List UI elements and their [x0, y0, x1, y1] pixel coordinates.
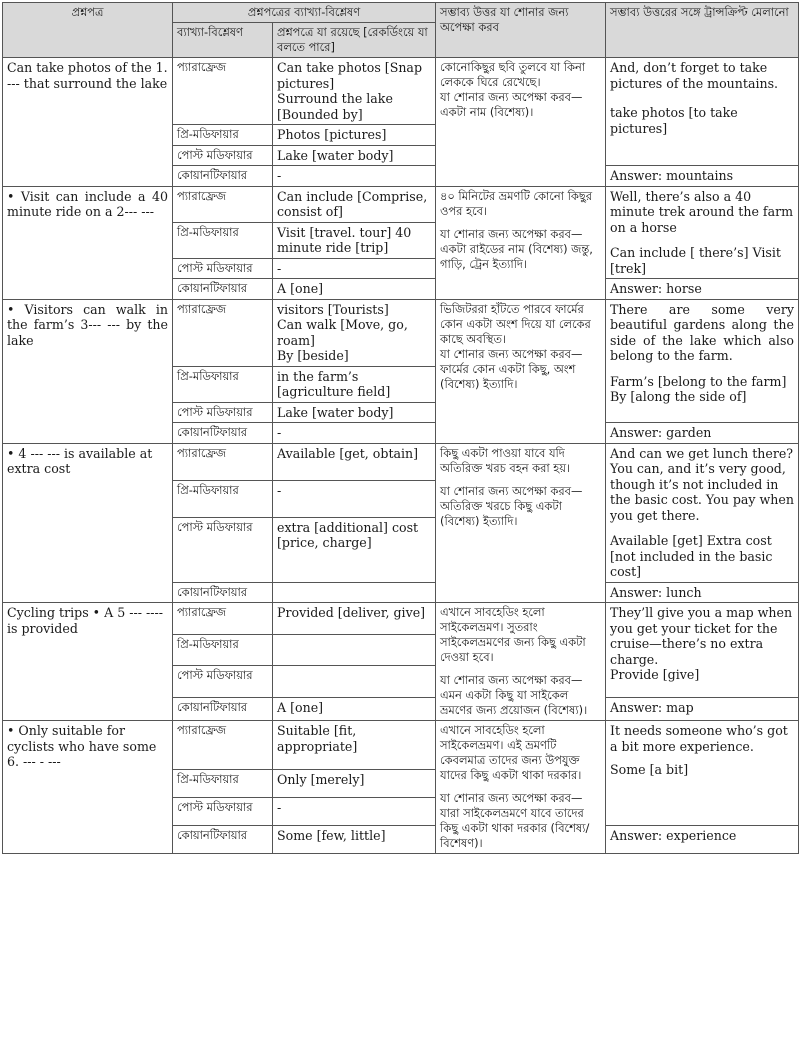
label-paraphrase: প্যারাফ্রেজ [173, 186, 273, 222]
answer-cell: Answer: experience [606, 826, 799, 854]
paraphrase-cell [273, 443, 436, 480]
expected-line: এখানে সাবহেডিং হলো সাইকেলভ্রমণ। সুতরাং সাইকেলভ্রমণের জন্য কিছু একটা দেওয়া হবে। [440, 605, 586, 664]
label-quantifier: কোয়ানটিফায়ার [173, 826, 273, 854]
paraphrase-line: Can take photos [Snap pictures] [277, 60, 423, 91]
expected-line: যা শোনার জন্য অপেক্ষা করব—অতিরিক্ত খরচে কিছু একটা (বিশেষ্য) ইত্যাদি। [440, 483, 583, 528]
expected-cell [436, 603, 606, 721]
question-cell [3, 299, 173, 443]
quantifier-cell [273, 582, 436, 603]
postmodifier-cell: - [273, 258, 436, 279]
label-paraphrase: প্যারাফ্রেজ [173, 58, 273, 125]
question-text: • 4 --- --- is available at extra cost [7, 445, 153, 476]
label-paraphrase: প্যারাফ্রেজ [173, 299, 273, 366]
expected-line: যা শোনার জন্য অপেক্ষা করব—একটা রাইডের নাম (বিশেষ্য) জন্তু, গাড়ি, ট্রেন ইত্যাদি। [440, 226, 593, 271]
paraphrase-cell [273, 721, 436, 770]
paraphrase-line: Suitable [fit, appropriate] [277, 723, 358, 754]
question-cell [3, 58, 173, 187]
premodifier-cell: Photos [pictures] [273, 125, 436, 146]
question-cell [3, 603, 173, 721]
paraphrase-line: Can walk [Move, go, roam] [277, 317, 408, 348]
expected-line: যা শোনার জন্য অপেক্ষা করব—একটা নাম (বিশেষ্য)। [440, 90, 583, 119]
expected-line: কিছু একটা পাওয়া যাবে যদি অতিরিক্ত খরচ বহন করা হয়। [440, 445, 571, 475]
transcript-line: take photos [to take pictures] [610, 105, 738, 136]
label-postmodifier: পোস্ট মডিফায়ার [173, 517, 273, 582]
transcript-line: It needs someone who’s got a bit more experience. [610, 723, 788, 754]
table-row [3, 58, 799, 125]
answer-cell: Answer: horse [606, 279, 799, 300]
expected-cell [436, 58, 606, 187]
answer-cell: Answer: garden [606, 423, 799, 444]
label-paraphrase: প্যারাফ্রেজ [173, 721, 273, 770]
postmodifier-cell: extra [additional] cost [price, charge] [273, 517, 436, 582]
expected-cell [436, 299, 606, 443]
label-premodifier: প্রি-মডিফায়ার [173, 635, 273, 666]
transcript-line: Farm’s [belong to the farm] By [along the side of] [610, 373, 787, 404]
expected-cell [436, 443, 606, 603]
expected-line: ৪০ মিনিটের ভ্রমণটি কোনো কিছুর ওপর হবে। [440, 188, 593, 218]
label-paraphrase: প্যারাফ্রেজ [173, 603, 273, 635]
label-postmodifier: পোস্ট মডিফায়ার [173, 145, 273, 166]
label-quantifier: কোয়ানটিফায়ার [173, 279, 273, 300]
paraphrase-cell [273, 58, 436, 125]
table-row [3, 186, 799, 222]
quantifier-cell: A [one] [273, 279, 436, 300]
header-in-question: প্রশ্নপত্রে যা রয়েছে [রেকর্ডিংয়ে যা বলতে পারে] [273, 23, 436, 58]
transcript-cell [606, 58, 799, 166]
question-text: • Visitors can walk in the farm’s 3--- --- by the lake [7, 301, 168, 348]
answer-cell: Answer: map [606, 697, 799, 721]
expected-line: কোনোকিছুর ছবি তুলবে যা কিনা লেককে ঘিরে রেখেছে। [440, 60, 586, 89]
premodifier-cell: Visit [travel. tour] 40 minute ride [trip] [273, 222, 436, 258]
transcript-line: Some [a bit] [610, 762, 689, 777]
expected-line: যা শোনার জন্য অপেক্ষা করব—যারা সাইকেলভ্রমণে যাবে তাদের কিছু একটা থাকা দরকার (বিশেষ্য/বিশেষণ)। [440, 791, 590, 850]
expected-cell [436, 721, 606, 854]
transcript-line: And, don’t forget to take pictures of the mountains. [610, 60, 779, 91]
transcript-line: Can include [ there’s] Visit [trek] [610, 245, 781, 276]
paraphrase-cell [273, 299, 436, 366]
premodifier-cell: - [273, 480, 436, 517]
paraphrase-line: By [beside] [277, 348, 349, 363]
table-row [3, 721, 799, 770]
quantifier-cell: A [one] [273, 697, 436, 721]
transcript-line: There are some very beautiful gardens along the side of the lake which also belong to the farm. [610, 301, 795, 363]
label-quantifier: কোয়ানটিফায়ার [173, 166, 273, 187]
transcript-line: Well, there’s also a 40 minute trek around the farm on a horse [610, 188, 794, 235]
transcript-cell [606, 721, 799, 826]
answer-cell: Answer: lunch [606, 582, 799, 603]
label-premodifier: প্রি-মডিফায়ার [173, 366, 273, 402]
question-cell [3, 186, 173, 299]
question-cell [3, 721, 173, 854]
paraphrase-line: visitors [Tourists] [277, 301, 389, 317]
transcript-cell [606, 603, 799, 698]
header-analysis: প্রশ্নপত্রের ব্যাখ্যা-বিশ্লেষণ [173, 3, 436, 23]
table-row [3, 603, 799, 635]
premodifier-cell: Only [merely] [273, 770, 436, 798]
transcript-line: Available [get] Extra cost [not included in the basic cost] [610, 533, 773, 579]
expected-line: এখানে সাবহেডিং হলো সাইকেলভ্রমণ। এই ভ্রমণটি কেবলমাত্র তাদের জন্য উপযুক্ত যাদের কিছু একটা থাকা দরকার। [440, 723, 582, 782]
transcript-line: And can we get lunch there? You can, and it’s very good, though it’s not included in the basic cost. You pay when you get there. [610, 445, 794, 523]
expected-cell [436, 186, 606, 299]
header-transcript-match: সম্ভাব্য উত্তরের সঙ্গে ট্রান্সক্রিপ্ট মেলানো [606, 3, 799, 58]
header-analysis-type: ব্যাখ্যা-বিশ্লেষণ [173, 23, 273, 58]
transcript-cell [606, 443, 799, 582]
label-postmodifier: পোস্ট মডিফায়ার [173, 402, 273, 423]
paraphrase-line: Surround the lake [Bounded by] [277, 91, 393, 122]
header-expected-answer: সম্ভাব্য উত্তর যা শোনার জন্য অপেক্ষা করব [436, 3, 606, 58]
premodifier-cell: in the farm’s [agriculture field] [273, 366, 436, 402]
question-text: Can take photos of the 1. --- that surround the lake [7, 60, 168, 91]
header-question-paper: প্রশ্নপত্র [3, 3, 173, 58]
transcript-line: Provide [give] [610, 667, 700, 682]
postmodifier-cell: - [273, 798, 436, 826]
label-premodifier: প্রি-মডিফায়ার [173, 480, 273, 517]
label-quantifier: কোয়ানটিফায়ার [173, 582, 273, 603]
expected-line: যা শোনার জন্য অপেক্ষা করব—এমন একটা কিছু যা সাইকেল ভ্রমণের জন্য প্রয়োজন (বিশেষ্য)। [440, 673, 588, 717]
paraphrase-cell [273, 186, 436, 222]
label-premodifier: প্রি-মডিফায়ার [173, 770, 273, 798]
label-quantifier: কোয়ানটিফায়ার [173, 423, 273, 444]
expected-line: যা শোনার জন্য অপেক্ষা করব—ফার্মের কোন একটা কিছু, অংশ (বিশেষ্য) ইত্যাদি। [440, 346, 583, 391]
quantifier-cell: Some [few, little] [273, 826, 436, 854]
label-postmodifier: পোস্ট মডিফায়ার [173, 258, 273, 279]
paraphrase-line: Available [get, obtain] [277, 445, 419, 461]
question-text: Cycling trips • A 5 --- ---- is provided [7, 605, 164, 636]
label-paraphrase: প্যারাফ্রেজ [173, 443, 273, 480]
label-quantifier: কোয়ানটিফায়ার [173, 697, 273, 721]
transcript-cell [606, 299, 799, 423]
premodifier-cell [273, 635, 436, 666]
paraphrase-line: Can include [Comprise, consist of] [277, 188, 428, 219]
expected-line: ভিজিটররা হাঁটতে পারবে ফার্মের কোন একটা অংশ দিয়ে যা লেকের কাছে অবস্থিত। [440, 301, 591, 346]
table-row [3, 443, 799, 480]
postmodifier-cell [273, 666, 436, 697]
quantifier-cell: - [273, 423, 436, 444]
question-cell [3, 443, 173, 603]
transcript-cell [606, 186, 799, 279]
quantifier-cell: - [273, 166, 436, 187]
label-postmodifier: পোস্ট মডিফায়ার [173, 666, 273, 697]
transcript-line: They’ll give you a map when you get your ticket for the cruise—there’s no extra charge. [610, 605, 793, 667]
paraphrase-line: Provided [deliver, give] [277, 605, 426, 620]
label-postmodifier: পোস্ট মডিফায়ার [173, 798, 273, 826]
question-text: • Visit can include a 40 minute ride on a 2--- --- [7, 188, 168, 219]
question-text: • Only suitable for cyclists who have some 6. --- - --- [7, 723, 157, 769]
analysis-table [2, 2, 799, 854]
answer-cell: Answer: mountains [606, 166, 799, 187]
paraphrase-cell [273, 603, 436, 635]
table-row [3, 299, 799, 366]
label-premodifier: প্রি-মডিফায়ার [173, 222, 273, 258]
postmodifier-cell: Lake [water body] [273, 145, 436, 166]
label-premodifier: প্রি-মডিফায়ার [173, 125, 273, 146]
postmodifier-cell: Lake [water body] [273, 402, 436, 423]
